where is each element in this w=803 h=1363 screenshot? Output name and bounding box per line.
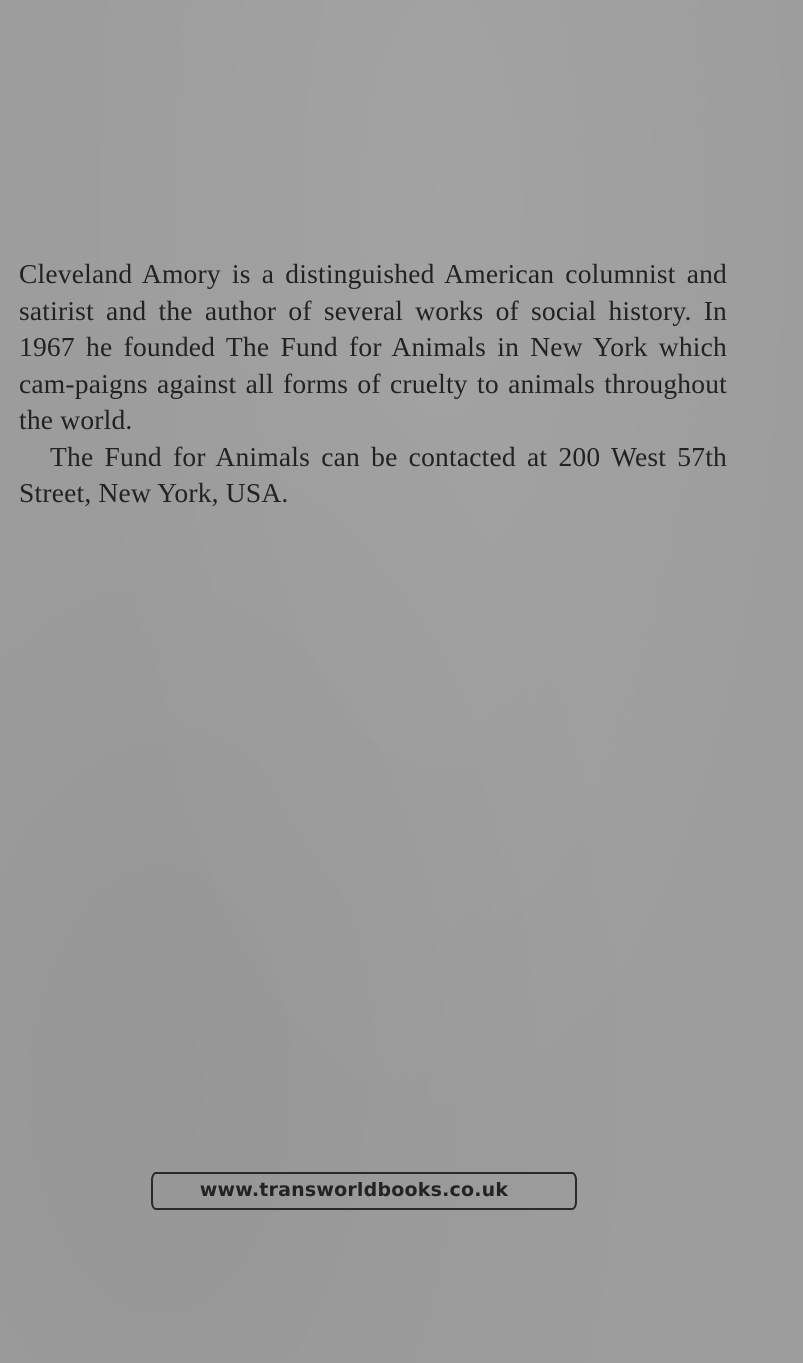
website-url-box bbox=[151, 1172, 577, 1210]
author-bio bbox=[19, 256, 727, 512]
contact-paragraph: The Fund for Animals can be contacted at 200 West 57th Street, New York, USA. bbox=[19, 440, 727, 508]
website-url: www.transworldbooks.co.uk bbox=[199, 1179, 509, 1201]
bio-paragraph: Cleveland Amory is a distinguished American columnist and satirist and the author of several works of social history. In 1967 he founded The Fund for Animals in New York which cam-paigns against all forms of cruelty to animals throughout the world. bbox=[19, 258, 727, 435]
